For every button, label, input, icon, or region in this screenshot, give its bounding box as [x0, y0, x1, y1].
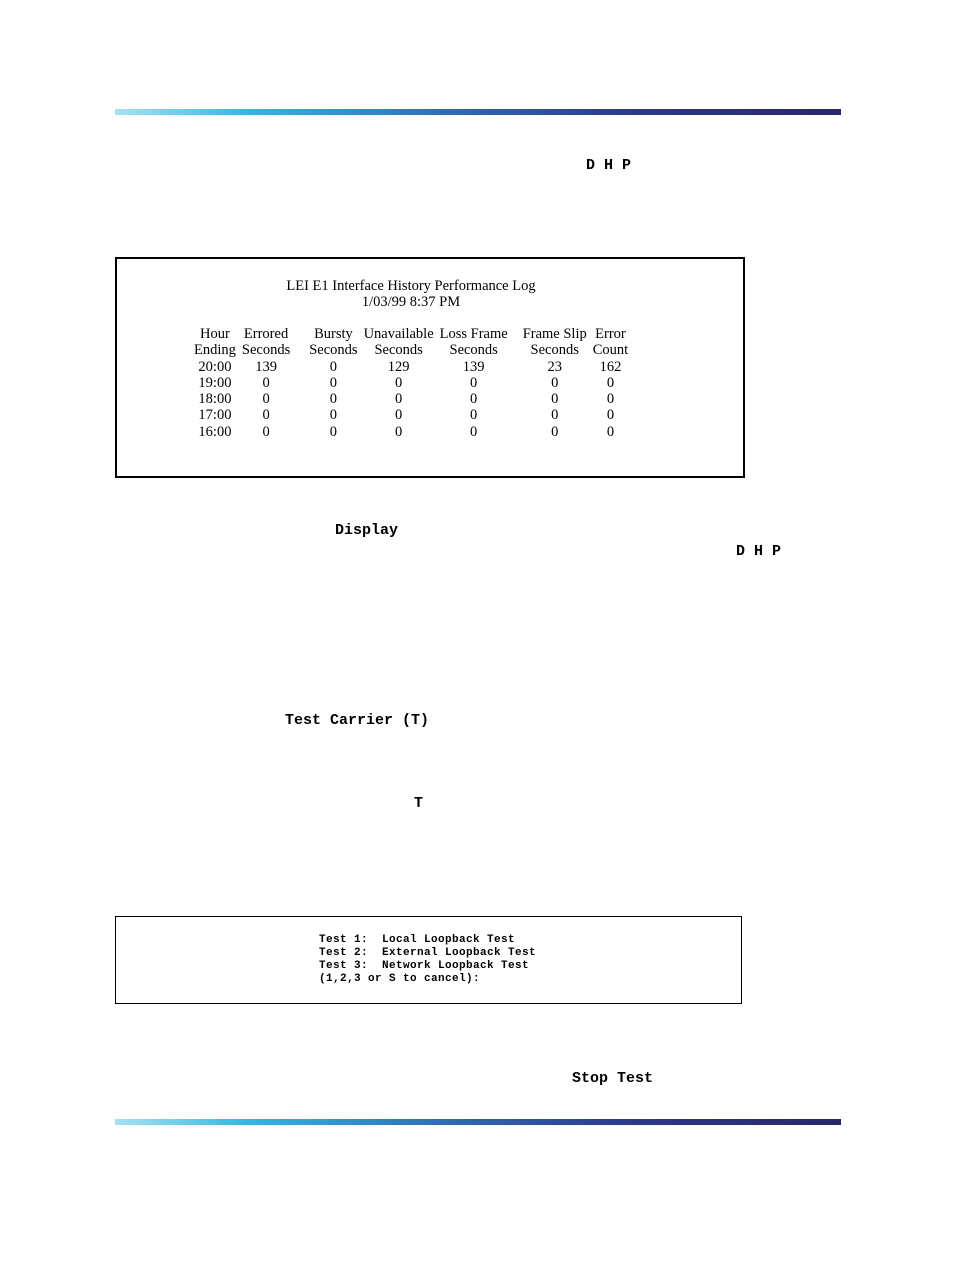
cell: 0 [394, 391, 403, 408]
cell: 0 [470, 391, 478, 408]
col-header: Errored [243, 326, 289, 342]
cell: 0 [606, 423, 615, 440]
key-test-carrier: Test Carrier (T) [285, 712, 430, 729]
col-header: Seconds [374, 342, 423, 359]
col-header: Hour [200, 326, 230, 342]
cell: 0 [329, 423, 338, 440]
cell: 0 [394, 423, 403, 440]
performance-log-screen [115, 257, 745, 478]
cell: 0 [470, 423, 478, 440]
top-gradient-rule [115, 109, 841, 115]
col-header: Bursty [314, 326, 353, 342]
cell: 18:00 [198, 391, 232, 408]
cell: 0 [551, 407, 559, 424]
cell: 0 [329, 407, 338, 424]
cell: 139 [255, 358, 277, 375]
table-row [191, 391, 631, 407]
key-display: Display [335, 522, 399, 539]
col-header: Count [592, 342, 629, 359]
cell: 0 [394, 374, 403, 391]
cell: 0 [551, 374, 559, 391]
col-header: Error [595, 326, 626, 342]
menu-line: (1,2,3 or S to cancel): [319, 973, 481, 985]
cell: 0 [394, 407, 403, 424]
cell: 0 [606, 407, 615, 424]
cell: 20:00 [198, 358, 232, 375]
bottom-gradient-rule [115, 1119, 841, 1125]
cell: 0 [606, 391, 615, 408]
table-row [191, 407, 631, 423]
cell: 0 [329, 374, 338, 391]
key-t: T [414, 795, 424, 812]
key-dhp-right: D H P [736, 543, 782, 560]
menu-line: Test 2: External Loopback Test [319, 947, 537, 959]
key-stop-test: Stop Test [572, 1070, 654, 1087]
cell: 0 [551, 391, 559, 408]
table-row [191, 424, 631, 440]
cell: 0 [470, 407, 478, 424]
menu-line: Test 3: Network Loopback Test [319, 960, 530, 972]
cell: 16:00 [198, 423, 232, 440]
cell: 0 [606, 374, 615, 391]
log-timestamp: 1/03/99 8:37 PM [361, 294, 461, 310]
cell: 0 [262, 391, 270, 408]
col-header: Ending [194, 342, 236, 359]
test-menu-screen [115, 916, 742, 1004]
cell: 23 [547, 358, 562, 375]
cell: 0 [551, 423, 559, 440]
col-header: Loss Frame [439, 326, 508, 342]
log-title: LEI E1 Interface History Performance Log [286, 278, 536, 294]
table-row [191, 359, 631, 375]
performance-table [191, 326, 631, 440]
col-header: Seconds [309, 342, 358, 359]
col-header: Frame Slip [522, 326, 587, 342]
cell: 129 [387, 358, 410, 375]
col-header: Seconds [241, 342, 291, 359]
cell: 0 [262, 423, 270, 440]
col-header: Unavailable [363, 326, 434, 342]
table-row [191, 375, 631, 391]
cell: 162 [599, 358, 622, 375]
cell: 0 [470, 374, 478, 391]
cell: 19:00 [198, 374, 232, 391]
cell: 139 [462, 358, 485, 375]
cell: 0 [262, 374, 270, 391]
key-dhp-top: D H P [586, 157, 632, 174]
header-row-1 [191, 326, 631, 342]
cell: 0 [329, 391, 338, 408]
cell: 0 [329, 358, 338, 375]
menu-line: Test 1: Local Loopback Test [319, 934, 516, 946]
col-header: Seconds [449, 342, 498, 359]
col-header: Seconds [530, 342, 579, 359]
cell: 0 [262, 407, 270, 424]
header-row-2 [191, 342, 631, 358]
cell: 17:00 [198, 407, 232, 424]
